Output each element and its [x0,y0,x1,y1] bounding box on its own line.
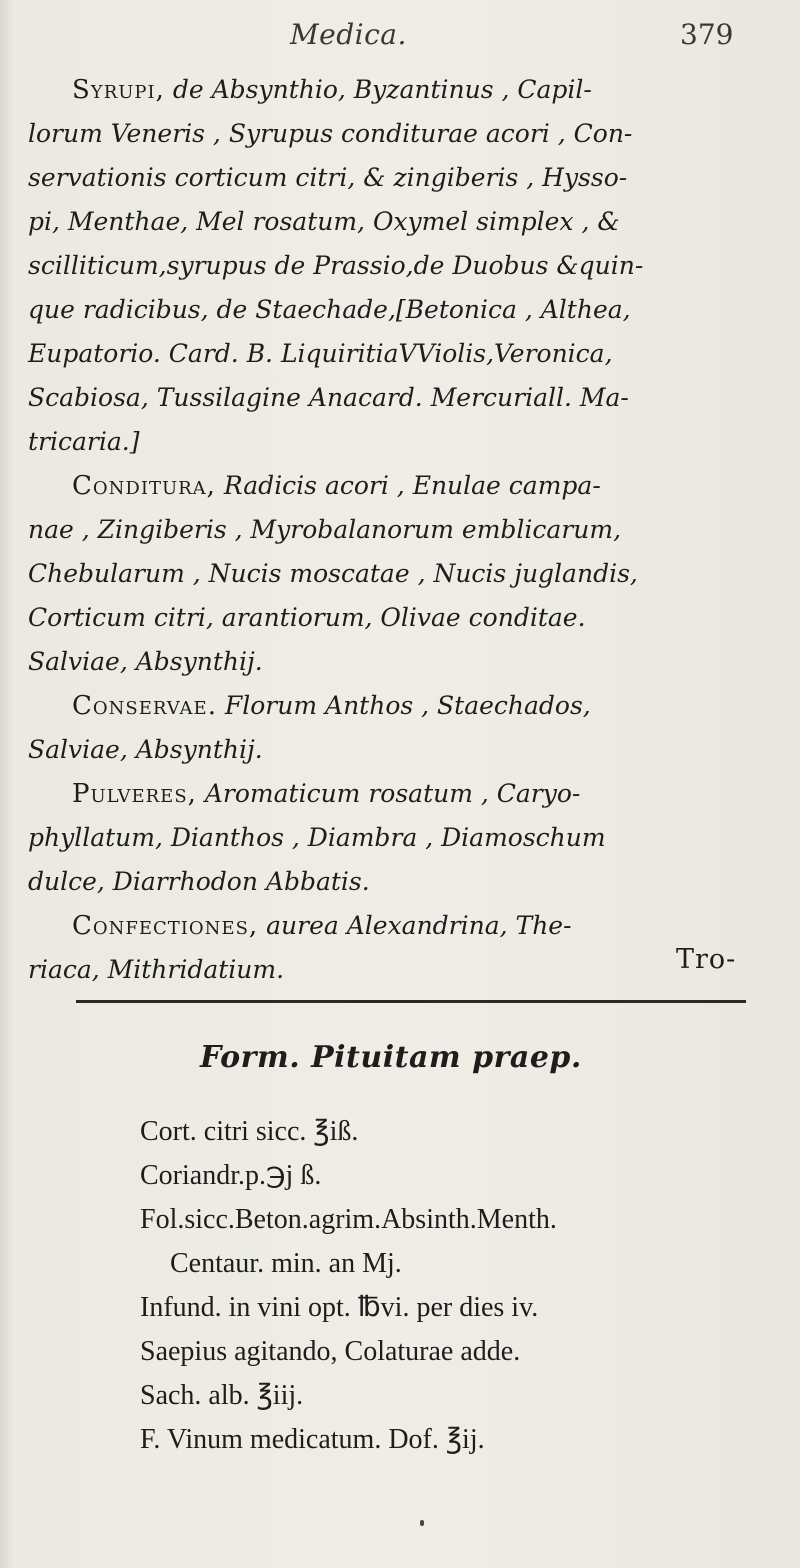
line-text: dulce, Diarrhodon Abbatis. [28,867,370,896]
ink-mark [420,1520,424,1526]
text-line [28,156,788,200]
line-text: nae , Zingiberis , Myrobalanorum emblicarum, [28,515,622,544]
section-heading-word: Conditura, [72,471,216,501]
text-line [28,420,788,464]
recipe-line: Sach. alb. ℥iij. [140,1380,304,1411]
text-line [28,244,788,288]
line-text: Corticum citri, arantiorum, Olivae conditae. [28,603,586,632]
recipe-line: Saepius agitando, Colaturae adde. [140,1336,521,1367]
line-text: de Absynthio, Byzantinus , Capil- [164,75,592,104]
text-line [28,596,788,640]
recipe-line: Fol.sicc.Beton.agrim.Absinth.Menth. [140,1204,557,1235]
recipe-line: Coriandr.p.℈j ß. [140,1160,322,1191]
section-heading-word: Confectiones, [72,911,259,941]
text-line [28,816,788,860]
page-number: 379 [680,18,734,51]
line-text: Eupatorio. Card. B. LiquiritiaVViolis,Veronica, [28,339,613,368]
text-line [28,112,788,156]
line-text: Radicis acori , Enulae campa- [215,471,601,500]
line-text: aurea Alexandrina, The- [258,911,572,940]
line-text: tricaria.] [28,427,140,456]
line-text: Salviae, Absynthij. [28,647,263,676]
recipe-section [140,1110,800,1462]
text-line [28,464,788,508]
text-line [28,552,788,596]
formula-title: Form. Pituitam praep. [200,1040,582,1075]
text-line [28,948,788,992]
recipe-line: Centaur. min. an Mj. [170,1248,402,1279]
text-line [28,332,788,376]
line-text: riaca, Mithridatium. [28,955,285,984]
line-text: lorum Veneris , Syrupus conditurae acori , Con- [28,119,633,148]
page-header [0,10,800,70]
text-line [28,288,788,332]
line-text: Aromaticum rosatum , Caryo- [196,779,581,808]
section-heading-word: Conservae. [72,691,217,721]
line-text: Salviae, Absynthij. [28,735,263,764]
recipe-line: Cort. citri sicc. ℥iß. [140,1116,359,1147]
line-text: phyllatum, Dianthos , Diambra , Diamoschum [28,823,606,852]
line-text: scilliticum,syrupus de Prassio,de Duobus &quin- [28,251,644,280]
text-line [28,200,788,244]
text-line [28,640,788,684]
catchword: Tro- [676,944,737,975]
recipe-line: Infund. in vini opt. ℔vi. per dies iv. [140,1292,539,1323]
line-text: servationis corticum citri, & zingiberis , Hysso- [28,163,628,192]
text-line [28,684,788,728]
recipe-line: F. Vinum medicatum. Dof. ℥ij. [140,1424,485,1455]
running-head: Medica. [290,18,407,51]
text-line [28,860,788,904]
horizontal-rule [76,1000,746,1003]
text-line [28,772,788,816]
text-line [28,376,788,420]
text-line [28,68,788,112]
line-text: que radicibus, de Staechade,[Betonica , Althea, [28,295,631,324]
syrup-list-section [28,68,788,992]
line-text: Chebularum , Nucis moscatae , Nucis juglandis, [28,559,638,588]
line-text: Scabiosa, Tussilagine Anacard. Mercuriall. Ma- [28,383,629,412]
line-text: Florum Anthos , Staechados, [216,691,591,720]
section-heading-word: Syrupi, [72,75,165,105]
text-line [28,508,788,552]
section-heading-word: Pulveres, [72,779,197,809]
text-line [28,904,788,948]
text-line [28,728,788,772]
line-text: pi, Menthae, Mel rosatum, Oxymel simplex , & [28,207,620,236]
